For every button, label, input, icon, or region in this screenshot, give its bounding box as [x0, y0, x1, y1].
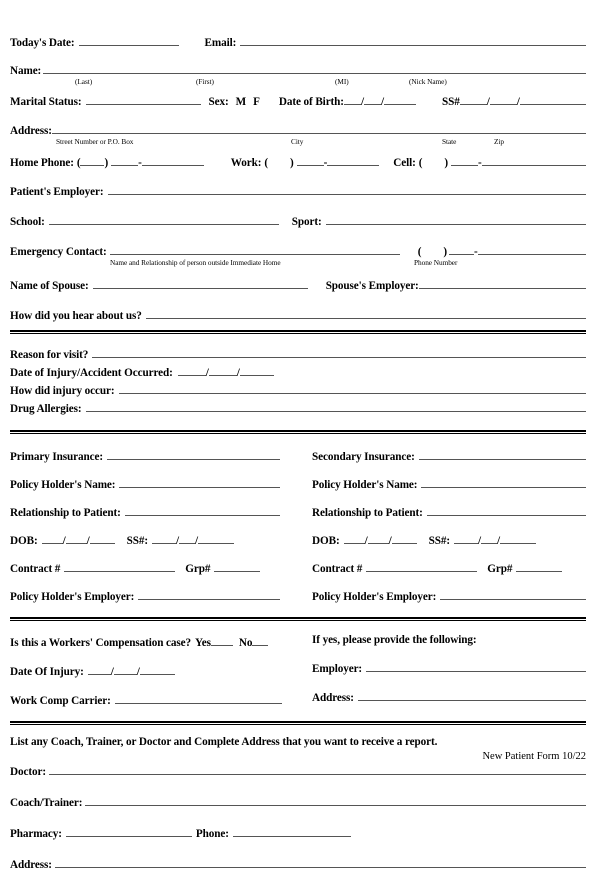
secondary-policy-holder-name-input[interactable] — [421, 476, 586, 488]
form-footer-note: New Patient Form 10/22 — [482, 751, 586, 762]
address-sublabel-street: Street Number or P.O. Box — [56, 137, 134, 146]
name-sublabel-mi: (MI) — [335, 77, 349, 86]
emergency-contact-label: Emergency Contact: — [10, 246, 107, 258]
injury-day-input[interactable] — [209, 364, 237, 376]
home-phone-prefix-input[interactable] — [111, 154, 138, 166]
address-input[interactable] — [52, 122, 586, 134]
address-sublabel-city: City — [291, 137, 304, 146]
section-visit-injury — [10, 334, 586, 415]
row-workers-comp-question — [10, 634, 298, 649]
secondary-relationship-input[interactable] — [427, 504, 586, 516]
workers-comp-injury-month-input[interactable] — [88, 663, 111, 675]
sex-option-female[interactable]: F — [253, 96, 260, 108]
secondary-relationship-label: Relationship to Patient: — [312, 507, 423, 519]
injury-slash-1: / — [205, 367, 209, 379]
school-label: School: — [10, 216, 45, 228]
primary-ssn-label: SS#: — [126, 535, 148, 547]
home-phone-label: Home Phone: — [10, 157, 74, 169]
secondary-grp-input[interactable] — [516, 560, 562, 572]
secondary-ssn-label: SS#: — [428, 535, 450, 547]
workers-comp-left-column — [10, 634, 298, 707]
work-phone-paren-open: ( — [264, 157, 268, 169]
patients-employer-label: Patient's Employer: — [10, 186, 104, 198]
sex-label: Sex: — [208, 96, 229, 108]
row-reason-for-visit — [10, 346, 586, 361]
row-primary-contract-grp — [10, 560, 298, 575]
work-phone-line-input[interactable] — [327, 154, 379, 166]
row-primary-policy-holder-employer — [10, 588, 298, 603]
emergency-contact-input[interactable] — [110, 243, 400, 255]
ssn-slash-1: / — [486, 96, 490, 108]
cell-phone-paren-open: ( — [418, 157, 423, 169]
row-workers-comp-employer — [312, 660, 586, 675]
row-primary-insurance — [10, 448, 298, 463]
workers-comp-employer-input[interactable] — [366, 660, 586, 672]
primary-dob-year-input[interactable] — [90, 532, 115, 544]
row-primary-relationship — [10, 504, 298, 519]
row-secondary-dob-ssn — [312, 532, 586, 547]
school-input[interactable] — [49, 213, 279, 225]
pharmacy-input[interactable] — [66, 825, 192, 837]
emergency-phone-paren-open: ( — [417, 246, 422, 258]
injury-slash-2: / — [236, 367, 240, 379]
row-how-hear-about-us — [10, 307, 586, 322]
primary-policy-holder-name-label: Policy Holder's Name: — [10, 479, 116, 491]
secondary-contract-input[interactable] — [366, 560, 477, 572]
row-workers-comp-date-of-injury — [10, 663, 298, 678]
row-workers-comp-address — [312, 689, 586, 704]
row-spouse — [10, 277, 586, 292]
workers-comp-injury-day-input[interactable] — [114, 663, 137, 675]
email-input[interactable] — [240, 34, 586, 46]
doctor-label: Doctor: — [10, 766, 46, 778]
sport-input[interactable] — [326, 213, 586, 225]
row-school-sport — [10, 213, 586, 228]
dob-year-input[interactable] — [384, 93, 416, 105]
secondary-insurance-label: Secondary Insurance: — [312, 451, 415, 463]
row-secondary-policy-holder-employer — [312, 588, 586, 603]
name-of-spouse-input[interactable] — [93, 277, 308, 289]
insurance-secondary-column — [298, 448, 586, 603]
how-injury-occur-input[interactable] — [119, 382, 587, 394]
secondary-insurance-input[interactable] — [419, 448, 586, 460]
dob-month-input[interactable] — [344, 93, 361, 105]
name-label: Name: — [10, 65, 42, 77]
dob-slash-1: / — [360, 96, 364, 108]
report-instruction-label: List any Coach, Trainer, or Doctor and Complete Address that you want to receive a report. — [10, 736, 438, 748]
row-work-comp-carrier — [10, 692, 298, 707]
report-address-label: Address: — [10, 859, 52, 871]
drug-allergies-input[interactable] — [86, 400, 586, 412]
sport-label: Sport: — [291, 216, 322, 228]
primary-grp-label: Grp# — [185, 563, 211, 575]
date-of-injury-label: Date of Injury/Accident Occurred: — [10, 367, 173, 379]
doctor-input[interactable] — [49, 763, 586, 775]
row-address — [10, 122, 586, 137]
emergency-phone-sublabel: Phone Number — [414, 258, 458, 267]
workers-comp-right-column — [298, 634, 586, 707]
primary-ssn-part3-input[interactable] — [198, 532, 234, 544]
secondary-dob-day-input[interactable] — [368, 532, 389, 544]
secondary-policy-holder-employer-input[interactable] — [440, 588, 586, 600]
how-injury-occur-label: How did injury occur: — [10, 385, 115, 397]
workers-comp-employer-label: Employer: — [312, 663, 363, 675]
home-phone-paren-open: ( — [76, 157, 81, 169]
emergency-contact-sublabel: Name and Relationship of person outside Immediate Home — [110, 258, 281, 267]
row-phones — [10, 154, 586, 169]
how-hear-input[interactable] — [146, 307, 586, 319]
primary-relationship-label: Relationship to Patient: — [10, 507, 121, 519]
section-insurance — [10, 434, 586, 603]
row-pharmacy-phone — [10, 825, 586, 840]
injury-month-input[interactable] — [178, 364, 206, 376]
workers-comp-injury-slash-2: / — [136, 666, 140, 678]
row-if-yes-instruction — [312, 634, 586, 646]
workers-comp-no-checkbox[interactable] — [252, 634, 268, 646]
primary-insurance-input[interactable] — [107, 448, 280, 460]
pharmacy-phone-label: Phone: — [195, 828, 229, 840]
row-address-sublabels — [10, 137, 586, 147]
secondary-dob-label: DOB: — [312, 535, 340, 547]
primary-dob-slash-1: / — [62, 535, 66, 547]
primary-contract-label: Contract # — [10, 563, 61, 575]
home-phone-dash: - — [138, 157, 142, 169]
drug-allergies-label: Drug Allergies: — [10, 403, 82, 415]
primary-dob-slash-2: / — [86, 535, 90, 547]
cell-phone-dash: - — [478, 157, 482, 169]
todays-date-input[interactable] — [79, 34, 179, 46]
secondary-ssn-slash-2: / — [497, 535, 501, 547]
name-of-spouse-label: Name of Spouse: — [10, 280, 89, 292]
secondary-contract-label: Contract # — [312, 563, 363, 575]
row-secondary-insurance — [312, 448, 586, 463]
emergency-phone-prefix-input[interactable] — [449, 243, 474, 255]
home-phone-area-input[interactable] — [80, 154, 104, 166]
primary-contract-input[interactable] — [64, 560, 175, 572]
secondary-grp-label: Grp# — [487, 563, 513, 575]
primary-policy-holder-name-input[interactable] — [119, 476, 280, 488]
dob-slash-2: / — [380, 96, 384, 108]
sex-option-male[interactable]: M — [235, 96, 247, 108]
name-sublabel-nickname: (Nick Name) — [409, 77, 447, 86]
work-phone-dash: - — [323, 157, 328, 169]
row-todays-date-email — [10, 34, 586, 49]
name-sublabel-last: (Last) — [75, 77, 93, 86]
workers-comp-injury-slash-1: / — [110, 666, 114, 678]
row-patients-employer — [10, 183, 586, 198]
work-comp-carrier-input[interactable] — [115, 692, 282, 704]
primary-ssn-part2-input[interactable] — [179, 532, 195, 544]
spouses-employer-input[interactable] — [419, 277, 586, 289]
row-report-address — [10, 856, 586, 871]
secondary-policy-holder-employer-label: Policy Holder's Employer: — [312, 591, 437, 603]
injury-year-input[interactable] — [240, 364, 274, 376]
home-phone-line-input[interactable] — [142, 154, 204, 166]
ssn-part1-input[interactable] — [460, 93, 487, 105]
dob-day-input[interactable] — [364, 93, 381, 105]
ssn-label: SS# — [441, 96, 460, 108]
workers-comp-injury-year-input[interactable] — [140, 663, 175, 675]
home-phone-paren-close: ) — [104, 157, 109, 169]
ssn-slash-2: / — [516, 96, 520, 108]
address-sublabel-zip: Zip — [494, 137, 504, 146]
row-secondary-policy-holder-name — [312, 476, 586, 491]
email-label: Email: — [204, 37, 237, 49]
secondary-ssn-part1-input[interactable] — [454, 532, 478, 544]
row-date-of-injury — [10, 364, 586, 379]
if-yes-label: If yes, please provide the following: — [312, 634, 477, 646]
row-how-did-injury-occur — [10, 382, 586, 397]
work-phone-label: Work: — [230, 157, 262, 169]
primary-dob-label: DOB: — [10, 535, 38, 547]
row-coach-trainer — [10, 794, 586, 809]
date-of-birth-label: Date of Birth: — [278, 96, 344, 108]
workers-comp-yes-label: Yes — [195, 637, 211, 649]
row-marital-sex-dob-ssn — [10, 93, 586, 108]
section-report-recipients — [10, 725, 586, 871]
marital-status-input[interactable] — [86, 93, 201, 105]
secondary-policy-holder-name-label: Policy Holder's Name: — [312, 479, 418, 491]
cell-phone-prefix-input[interactable] — [451, 154, 478, 166]
row-emergency-sublabels — [10, 258, 586, 268]
workers-comp-yes-checkbox[interactable] — [211, 634, 233, 646]
emergency-phone-dash: - — [473, 246, 478, 258]
ssn-part3-input[interactable] — [520, 93, 586, 105]
primary-ssn-part1-input[interactable] — [152, 532, 176, 544]
how-hear-label: How did you hear about us? — [10, 310, 142, 322]
cell-phone-line-input[interactable] — [482, 154, 586, 166]
secondary-ssn-slash-1: / — [477, 535, 481, 547]
coach-trainer-label: Coach/Trainer: — [10, 797, 83, 809]
primary-policy-holder-employer-label: Policy Holder's Employer: — [10, 591, 135, 603]
section-workers-compensation — [10, 621, 586, 707]
row-doctor — [10, 763, 586, 778]
primary-grp-input[interactable] — [214, 560, 260, 572]
ssn-part2-input[interactable] — [490, 93, 517, 105]
coach-trainer-input[interactable] — [85, 794, 586, 806]
workers-comp-address-input[interactable] — [358, 689, 586, 701]
marital-status-label: Marital Status: — [10, 96, 82, 108]
row-name — [10, 62, 586, 77]
address-sublabel-state: State — [442, 137, 457, 146]
row-drug-allergies — [10, 400, 586, 415]
workers-comp-address-label: Address: — [312, 692, 354, 704]
row-emergency-contact — [10, 243, 586, 258]
secondary-dob-slash-2: / — [388, 535, 392, 547]
workers-comp-no-label: No — [238, 637, 253, 649]
row-secondary-relationship — [312, 504, 586, 519]
work-comp-carrier-label: Work Comp Carrier: — [10, 695, 111, 707]
secondary-dob-slash-1: / — [364, 535, 368, 547]
name-input[interactable] — [43, 62, 586, 74]
row-secondary-contract-grp — [312, 560, 586, 575]
secondary-ssn-part3-input[interactable] — [500, 532, 536, 544]
reason-for-visit-input[interactable] — [92, 346, 586, 358]
todays-date-label: Today's Date: — [10, 37, 75, 49]
insurance-primary-column — [10, 448, 298, 603]
workers-comp-date-of-injury-label: Date Of Injury: — [10, 666, 84, 678]
pharmacy-phone-input[interactable] — [233, 825, 351, 837]
work-phone-prefix-input[interactable] — [297, 154, 324, 166]
work-phone-paren-close: ) — [289, 157, 294, 169]
primary-ssn-slash-2: / — [195, 535, 199, 547]
primary-insurance-label: Primary Insurance: — [10, 451, 103, 463]
cell-phone-paren-close: ) — [444, 157, 449, 169]
patients-employer-input[interactable] — [108, 183, 587, 195]
cell-phone-label: Cell: — [393, 157, 416, 169]
row-name-sublabels — [10, 77, 586, 87]
secondary-dob-month-input[interactable] — [344, 532, 365, 544]
report-address-input[interactable] — [55, 856, 586, 868]
row-primary-dob-ssn — [10, 532, 298, 547]
emergency-phone-line-input[interactable] — [478, 243, 586, 255]
secondary-dob-year-input[interactable] — [392, 532, 417, 544]
workers-comp-question-label: Is this a Workers' Compensation case? — [10, 637, 192, 649]
pharmacy-label: Pharmacy: — [10, 828, 62, 840]
primary-policy-holder-employer-input[interactable] — [138, 588, 280, 600]
address-label: Address: — [10, 125, 52, 137]
reason-for-visit-label: Reason for visit? — [10, 349, 89, 361]
primary-dob-day-input[interactable] — [66, 532, 87, 544]
emergency-phone-paren-close: ) — [443, 246, 447, 258]
spouses-employer-label: Spouse's Employer: — [325, 280, 419, 292]
section-personal-information — [10, 0, 586, 322]
primary-dob-month-input[interactable] — [42, 532, 63, 544]
primary-ssn-slash-1: / — [175, 535, 179, 547]
row-primary-policy-holder-name — [10, 476, 298, 491]
row-report-instruction — [10, 736, 586, 748]
secondary-ssn-part2-input[interactable] — [481, 532, 497, 544]
name-sublabel-first: (First) — [196, 77, 214, 86]
primary-relationship-input[interactable] — [125, 504, 280, 516]
